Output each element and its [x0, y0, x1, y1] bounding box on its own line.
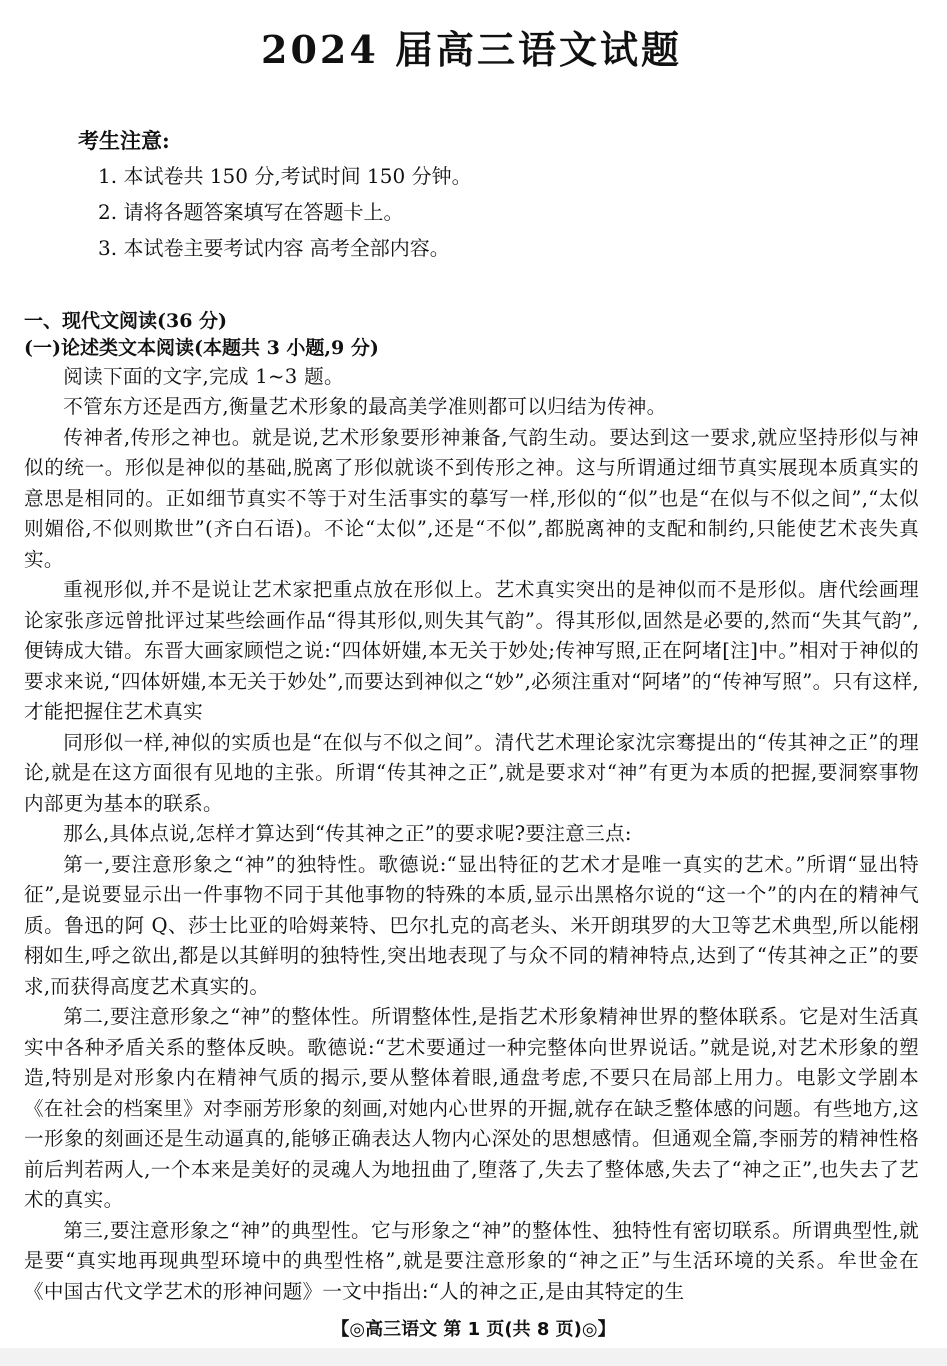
passage-paragraph: 传神者,传形之神也。就是说,艺术形象要形神兼备,气韵生动。要达到这一要求,就应坚持形似与神似的统一。形似是神似的基础,脱离了形似就谈不到传形之神。这与所谓通过细节真实展现本质真实的意思是相同的。正如细节真实不等于对生活事实的摹写一样,形似的“似”也是“在似与不似之间”,“太似则媚俗,不似则欺世”(齐白石语)。不论“太似”,还是“不似”,都脱离神的支配和制约,只能使艺术丧失真实。	[24, 425, 919, 571]
passage-paragraph: 第一,要注意形象之“神”的独特性。歌德说:“显出特征的艺术才是唯一真实的艺术。”所谓“显出特征”,是说要显示出一件事物不同于其他事物的特殊的本质,显示出黑格尔说的“这一个”的内在的精神气质。鲁迅的阿 Q、莎士比亚的哈姆莱特、巴尔扎克的高老头、米开朗琪罗的大卫等艺术典型,所以能栩栩如生,呼之欲出,都是以其鲜明的独特性,突出地表现了与众不同的精神特点,达到了“传其神之正”的要求,而获得高度艺术真实的。	[24, 852, 919, 998]
page-title: 2024 届高三语文试题	[261, 27, 682, 72]
footer-page-info: 高三语文 第 1 页(共 8 页)	[365, 1319, 582, 1340]
footer-right-mark: ◎】	[581, 1319, 616, 1340]
passage-paragraph: 那么,具体点说,怎样才算达到“传其神之正”的要求呢?要注意三点:	[63, 822, 632, 845]
notice-item: 2. 请将各题答案填写在答题卡上。	[98, 200, 404, 224]
passage-paragraph: 第二,要注意形象之“神”的整体性。所谓整体性,是指艺术形象精神世界的整体联系。它是对生活真实中各种矛盾关系的整体反映。歌德说:“艺术要通过一种完整体向世界说话。”就是说,对艺术形象的塑造,特别是对形象内在精神气质的揭示,要从整体着眼,通盘考虑,不要只在局部上用力。电影文学剧本《在社会的档案里》对李丽芳形象的刻画,对她内心世界的开掘,就存在缺乏整体感的问题。有些地方,这一形象的刻画还是生动逼真的,能够正确表达人物内心深处的思想感情。但通观全篇,李丽芳的精神性格前后判若两人,一个本来是美好的灵魂人为地扭曲了,堕落了,失去了整体感,失去了“神之正”,也失去了艺术的真实。	[24, 1005, 919, 1211]
reading-section	[24, 308, 919, 1307]
passage-paragraph: 不管东方还是西方,衡量艺术形象的最高美学准则都可以归结为传神。	[63, 395, 667, 418]
instruction-text: 阅读下面的文字,完成 1~3 题。	[63, 365, 344, 388]
subsection-title: (一)论述类文本阅读(本题共 3 小题,9 分)	[24, 337, 379, 359]
notice-item: 3. 本试卷主要考试内容 高考全部内容。	[98, 236, 450, 260]
section-title: 一、现代文阅读(36 分)	[24, 310, 228, 332]
candidate-notice	[24, 124, 919, 266]
passage-paragraph: 重视形似,并不是说让艺术家把重点放在形似上。艺术真实突出的是神似而不是形似。唐代绘画理论家张彦远曾批评过某些绘画作品“得其形似,则失其气韵”。得其形似,固然是必要的,然而“失其气韵”,便铸成大错。东晋大画家顾恺之说:“四体妍媸,本无关于妙处;传神写照,正在阿堵[注]中。”相对于神似的要求来说,“四体妍媸,本无关于妙处”,而要达到神似之“妙”,必须注重对“阿堵”的“传神写照”。只有这样,才能把握住艺术真实	[24, 578, 919, 723]
page-bottom-edge	[0, 1348, 947, 1366]
page-footer	[0, 1314, 947, 1346]
notice-heading: 考生注意:	[78, 128, 170, 153]
notice-item: 1. 本试卷共 150 分,考试时间 150 分钟。	[98, 164, 472, 188]
footer-left-mark: 【◎	[331, 1319, 366, 1340]
passage-paragraph: 第三,要注意形象之“神”的典型性。它与形象之“神”的整体性、独特性有密切联系。所谓典型性,就是要“真实地再现典型环境中的典型性格”,就是要注意形象的“神之正”与生活环境的关系。牟世金在《中国古代文学艺术的形神问题》一文中指出:“人的神之正,是由其特定的生	[24, 1218, 919, 1303]
passage-paragraph: 同形似一样,神似的实质也是“在似与不似之间”。清代艺术理论家沈宗骞提出的“传其神之正”的理论,就是在这方面很有见地的主张。所谓“传其神之正”,就是要求对“神”有更为本质的把握,要洞察事物内部更为基本的联系。	[24, 730, 919, 815]
